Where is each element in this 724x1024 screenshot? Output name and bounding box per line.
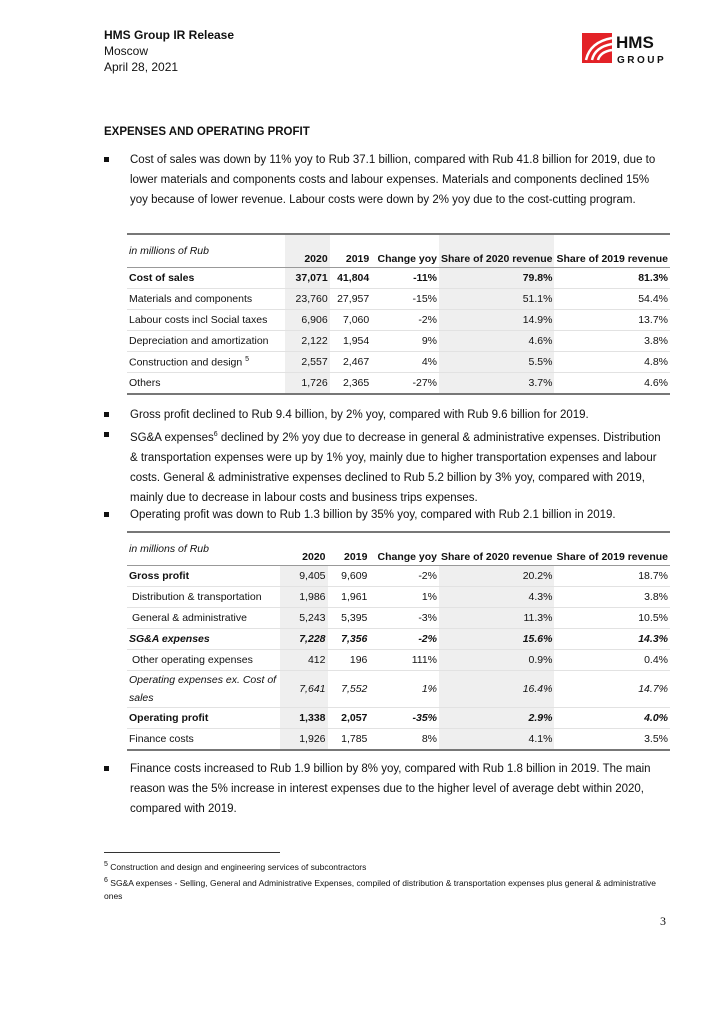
table-row — [127, 671, 670, 708]
table-cell: Share of 2020 revenue — [439, 234, 554, 268]
table-cell: -2% — [371, 310, 439, 331]
table-row — [127, 331, 670, 352]
table-cell: 27,957 — [330, 289, 372, 310]
table-cell: Other operating expenses — [127, 650, 280, 671]
table-cell: in millions of Rub — [127, 532, 280, 566]
release-header — [104, 27, 234, 75]
table-cell: 7,228 — [280, 629, 328, 650]
table-cell: in millions of Rub — [127, 234, 285, 268]
table-cell: 1,726 — [285, 373, 330, 395]
text: Operating profit was down to Rub 1.3 billion by 35% yoy, compared with Rub 2.1 billion in 2019. — [130, 509, 616, 521]
table-cell: 14.3% — [554, 629, 670, 650]
table-cell: -2% — [369, 629, 439, 650]
table-cell: 2020 — [285, 234, 330, 268]
table-cell: Labour costs incl Social taxes — [127, 310, 285, 331]
table-cell: 16.4% — [439, 671, 554, 708]
hms-group-logo — [582, 30, 670, 66]
table-cell: 111% — [369, 650, 439, 671]
table-cell: 6,906 — [285, 310, 330, 331]
table-cell: -11% — [371, 268, 439, 289]
table-cell: 1,961 — [328, 587, 370, 608]
table-cell: 7,060 — [330, 310, 372, 331]
table-cell: 1,954 — [330, 331, 372, 352]
footnote-6 — [104, 874, 664, 903]
footnote-divider — [104, 852, 280, 853]
table-cell: 14.7% — [554, 671, 670, 708]
text: Gross profit declined to Rub 9.4 billion, by 2% yoy, compared with Rub 9.6 billion for 2019. — [130, 409, 589, 421]
table-cell: 3.5% — [554, 729, 670, 751]
table-cell: 2019 — [330, 234, 372, 268]
bullet-cost-of-sales — [104, 150, 664, 210]
table-cell: General & administrative — [127, 608, 280, 629]
text: 5 — [104, 861, 108, 868]
release-date: April 28, 2021 — [104, 60, 179, 74]
table-cell: 3.7% — [439, 373, 554, 395]
text: Construction and design and engineering services of subcontractors — [110, 861, 367, 872]
bullet-sga — [104, 425, 664, 508]
table-row — [127, 310, 670, 331]
table-cell: 7,356 — [328, 629, 370, 650]
table-cell: 10.5% — [554, 608, 670, 629]
table-cell: Materials and components — [127, 289, 285, 310]
table-cell: 5,395 — [328, 608, 370, 629]
table-cell: 4.1% — [439, 729, 554, 751]
table-cell: 1,926 — [280, 729, 328, 751]
table-cell: -27% — [371, 373, 439, 395]
table-cell: Depreciation and amortization — [127, 331, 285, 352]
bullet-operating-profit — [104, 505, 664, 525]
table-cell: 4.6% — [554, 373, 670, 395]
table-cell: 0.9% — [439, 650, 554, 671]
table-row — [127, 708, 670, 729]
table-cell: 15.6% — [439, 629, 554, 650]
table-row — [127, 289, 670, 310]
table-cell: 20.2% — [439, 566, 554, 587]
svg-text:HMS: HMS — [616, 33, 654, 52]
table-cell: 2,057 — [328, 708, 370, 729]
table-row — [127, 650, 670, 671]
text: 6 — [213, 431, 218, 438]
table-row — [127, 608, 670, 629]
table-cell: 9,405 — [280, 566, 328, 587]
table-cell: Change yoy — [371, 234, 439, 268]
svg-text:GROUP: GROUP — [617, 55, 667, 66]
table-cell: -2% — [369, 566, 439, 587]
table-cell: 2,557 — [285, 352, 330, 373]
table-header — [127, 234, 670, 268]
table-cell: 23,760 — [285, 289, 330, 310]
text: 6 — [104, 877, 108, 884]
table-cell: Gross profit — [127, 566, 280, 587]
text: SG&A expenses - Selling, General and Administrative Expenses, compiled of distribution & transportation expenses plus general & administrative ones — [104, 877, 656, 901]
table-cell: 2.9% — [439, 708, 554, 729]
table-cell: 37,071 — [285, 268, 330, 289]
table-cell: 4.3% — [439, 587, 554, 608]
cost-of-sales-table — [127, 233, 670, 395]
table-cell: 8% — [369, 729, 439, 751]
text: Construction and design — [129, 356, 243, 369]
table-cell: SG&A expenses — [127, 629, 280, 650]
table-cell: 2020 — [280, 532, 328, 566]
bullet-gross-profit — [104, 405, 664, 425]
table-cell: -3% — [369, 608, 439, 629]
page-number: 3 — [660, 914, 666, 928]
table-cell: Share of 2019 revenue — [554, 234, 670, 268]
footnote-5 — [104, 858, 664, 874]
table-cell: 2,365 — [330, 373, 372, 395]
text: Cost of sales was down by 11% yoy to Rub 37.1 billion, compared with Rub 41.8 billion for 2019, due to lower materials and components costs and labour expenses. Materials and components declined 15% yoy because of lower revenue. Labour costs were down by 2% yoy due to the cost-cutting program. — [130, 154, 656, 206]
table-cell: 4.8% — [554, 352, 670, 373]
table-row — [127, 629, 670, 650]
table-header — [127, 532, 670, 566]
table-cell: Operating profit — [127, 708, 280, 729]
table-row — [127, 566, 670, 587]
table-cell: 1,338 — [280, 708, 328, 729]
operating-profit-table — [127, 531, 670, 751]
table-cell: Change yoy — [369, 532, 439, 566]
text: SG&A expenses — [130, 431, 214, 444]
table-cell: Others — [127, 373, 285, 395]
table-row — [127, 587, 670, 608]
table-cell: 3.8% — [554, 587, 670, 608]
table-cell: 2019 — [328, 532, 370, 566]
table-cell: 14.9% — [439, 310, 554, 331]
table-cell: 3.8% — [554, 331, 670, 352]
table-cell: Operating expenses ex. Cost of sales — [127, 671, 280, 708]
table-cell: 51.1% — [439, 289, 554, 310]
footnote-ref: 5 — [245, 355, 250, 363]
table-cell: 9,609 — [328, 566, 370, 587]
table-cell: -35% — [369, 708, 439, 729]
bullet-finance-costs — [104, 759, 664, 819]
table-cell: 54.4% — [554, 289, 670, 310]
table-cell: 1% — [369, 587, 439, 608]
table-cell: -15% — [371, 289, 439, 310]
table-cell: 4.6% — [439, 331, 554, 352]
table-cell: 13.7% — [554, 310, 670, 331]
table-cell: 4.0% — [554, 708, 670, 729]
table-cell: 5,243 — [280, 608, 328, 629]
table-cell: 18.7% — [554, 566, 670, 587]
text: declined by 2% yoy due to decrease in general & administrative expenses. Distribution & transportation expenses were up by 1% yoy, mainly due to higher transportation expenses and labour costs. General & administrative expenses declined to Rub 5.2 billion by 3% yoy, compared with 2019, mainly due to decrease in labour costs and business trips expenses. — [130, 431, 661, 504]
table-cell: 11.3% — [439, 608, 554, 629]
table-cell: 1,986 — [280, 587, 328, 608]
table-cell: 41,804 — [330, 268, 372, 289]
table-cell: 81.3% — [554, 268, 670, 289]
table-cell: 7,552 — [328, 671, 370, 708]
table-row — [127, 352, 670, 373]
table-cell: 4% — [371, 352, 439, 373]
table-cell: Share of 2019 revenue — [554, 532, 670, 566]
table-row — [127, 373, 670, 395]
table-cell: 0.4% — [554, 650, 670, 671]
table-cell: Distribution & transportation — [127, 587, 280, 608]
table-cell: 2,122 — [285, 331, 330, 352]
table-cell: 1,785 — [328, 729, 370, 751]
table-row — [127, 729, 670, 751]
table-row — [127, 268, 670, 289]
table-cell: 1% — [369, 671, 439, 708]
release-city: Moscow — [104, 44, 149, 58]
release-title: HMS Group IR Release — [104, 28, 235, 42]
table-cell: Share of 2020 revenue — [439, 532, 554, 566]
table-cell: 7,641 — [280, 671, 328, 708]
table-cell: 196 — [328, 650, 370, 671]
table-cell: Cost of sales — [127, 268, 285, 289]
table-cell: 79.8% — [439, 268, 554, 289]
table-cell: 412 — [280, 650, 328, 671]
text: Finance costs increased to Rub 1.9 billion by 8% yoy, compared with Rub 1.8 billion in 2019. The main reason was the 5% increase in interest expenses due to the higher level of average debt within 2020, compared with 2019. — [130, 763, 651, 815]
table-cell: 2,467 — [330, 352, 372, 373]
table-cell: 5.5% — [439, 352, 554, 373]
table-cell: Finance costs — [127, 729, 280, 751]
table-cell: 9% — [371, 331, 439, 352]
section-title: EXPENSES AND OPERATING PROFIT — [104, 126, 310, 138]
